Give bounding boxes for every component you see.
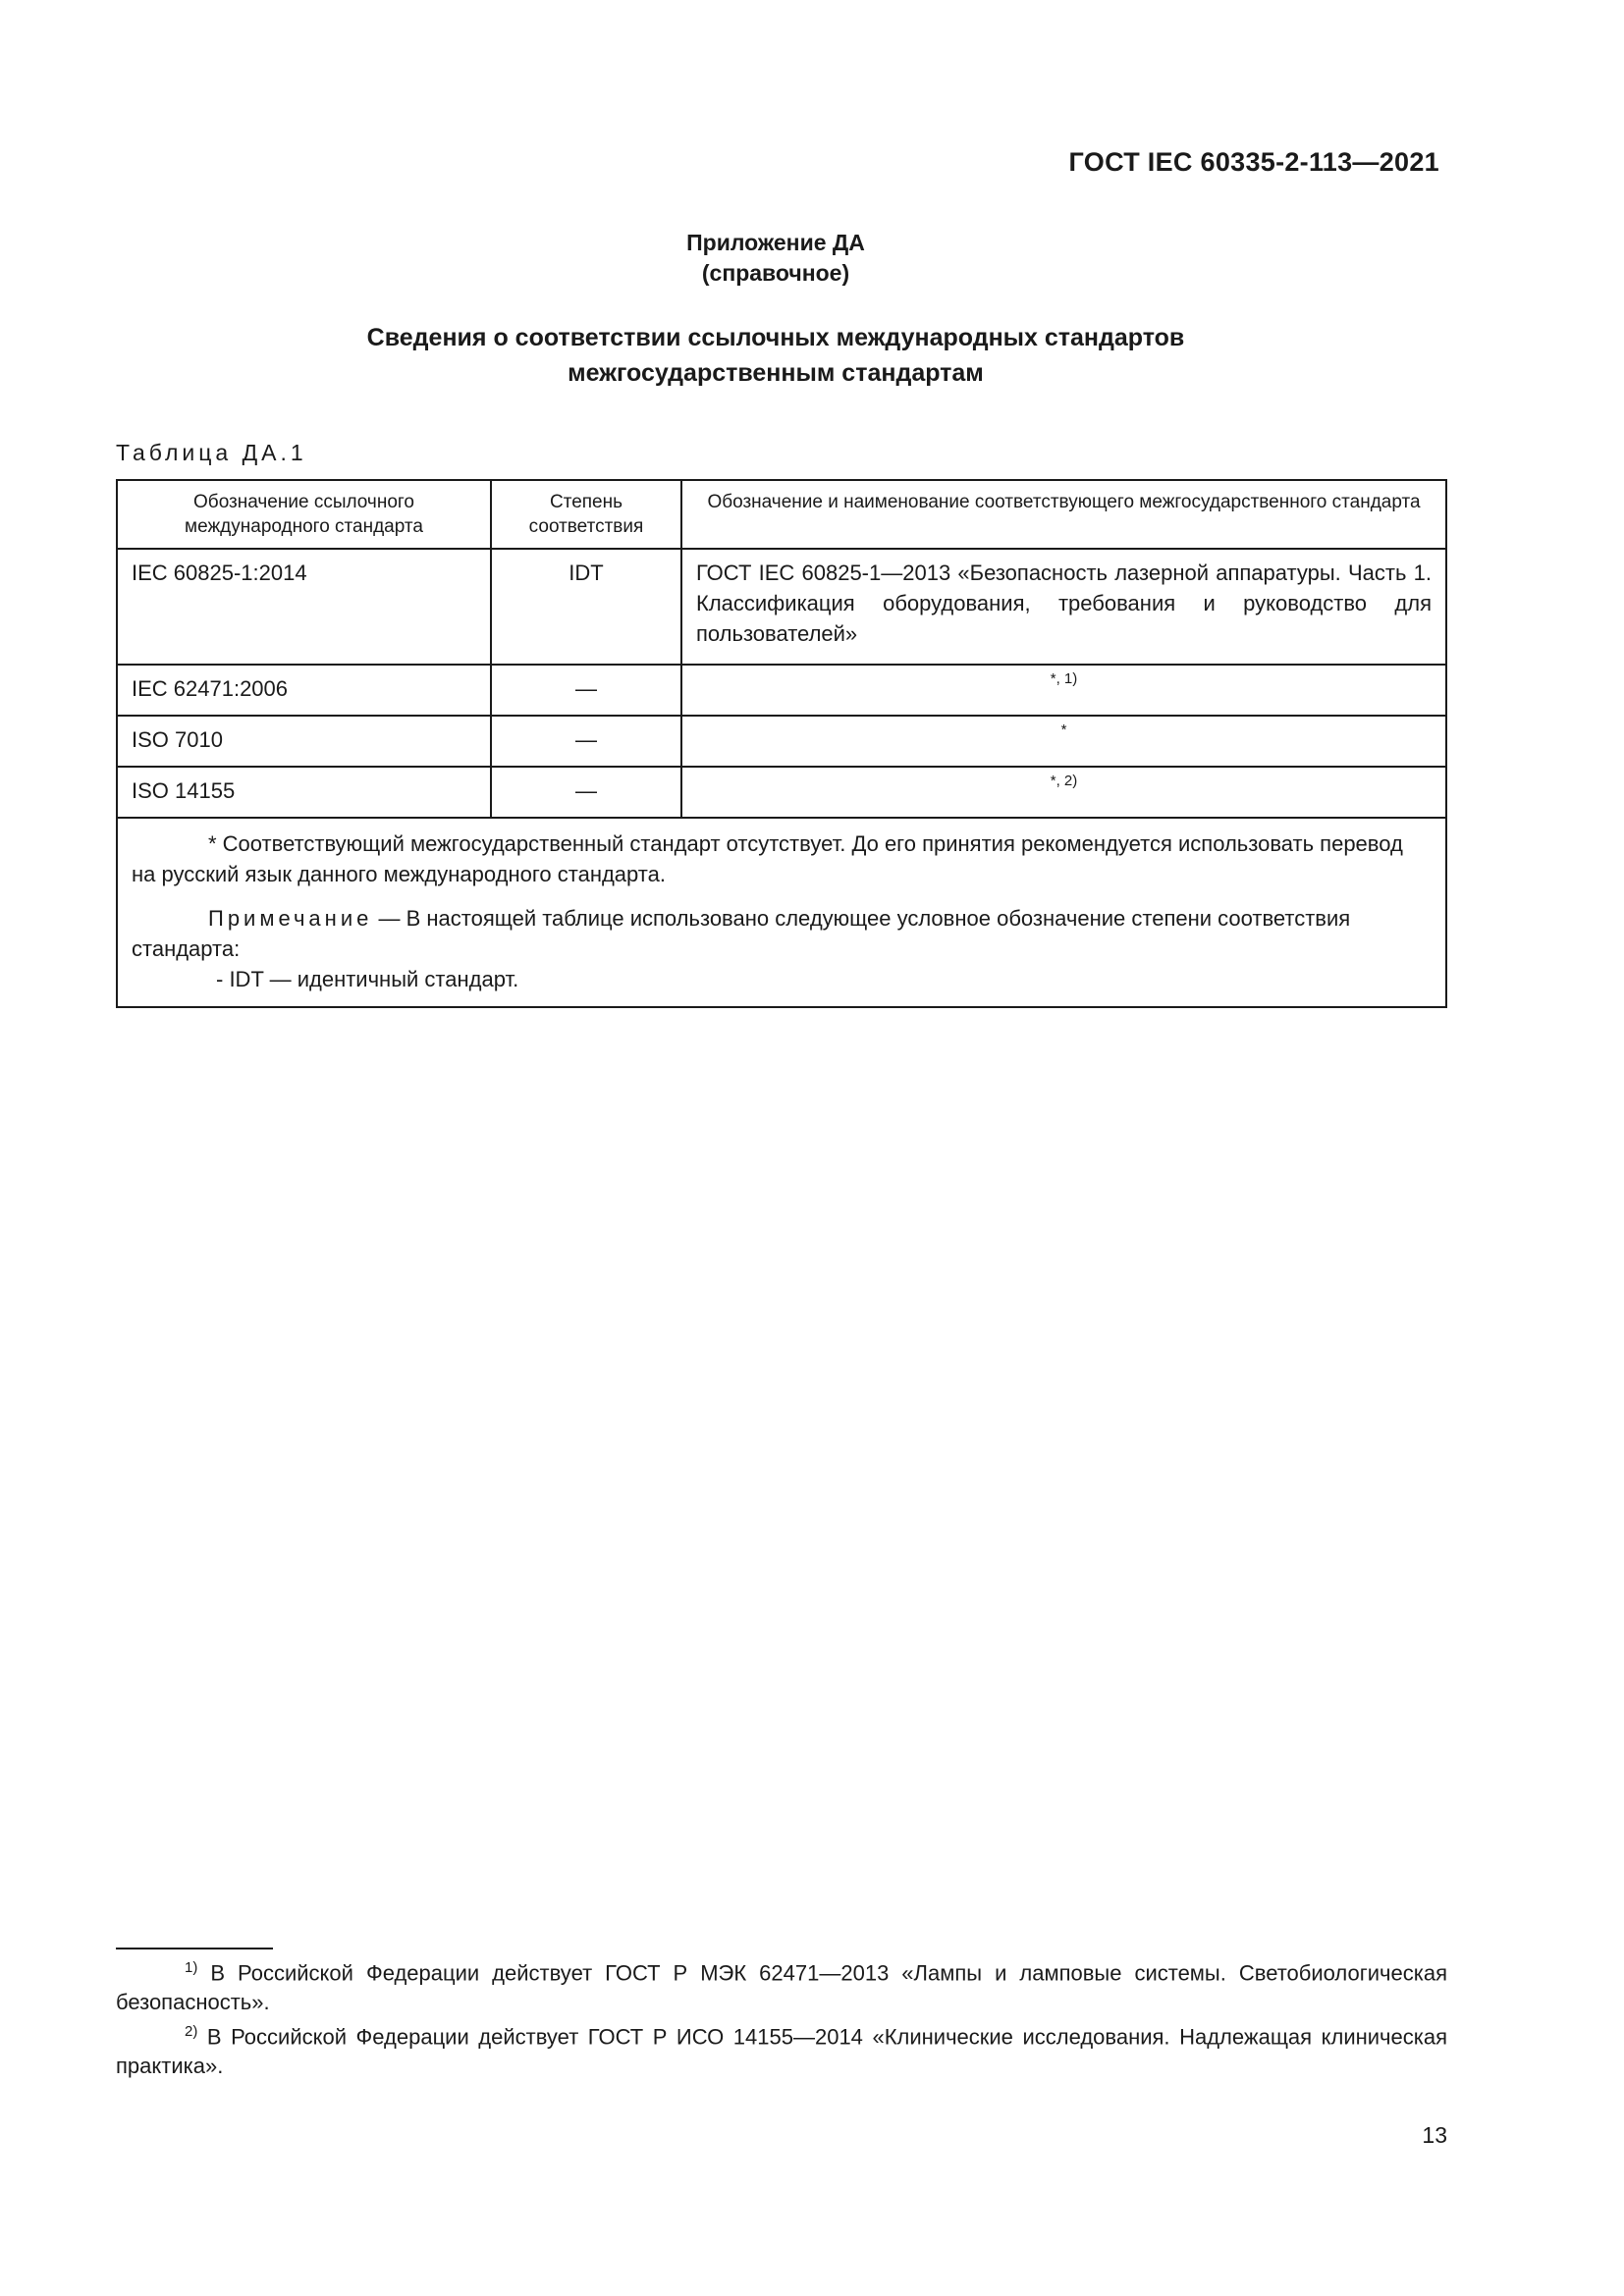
footnote-separator [116,1948,273,1949]
section-title-line-1: Сведения о соответствии ссылочных международных стандартов [366,324,1185,351]
section-title [0,320,1551,391]
cell-standard: ISO 14155 [117,767,491,818]
table-row [117,716,1446,767]
cell-name: ГОСТ IEC 60825-1—2013 «Безопасность лазерной аппаратуры. Часть 1. Классификация оборудования, требования и руководство для пользователей» [681,549,1446,665]
header-interstate-standard: Обозначение и наименование соответствующего межгосударственного стандарта [681,480,1446,549]
cell-standard: ISO 7010 [117,716,491,767]
table-label: Таблица ДА.1 [116,440,307,465]
star-note: * Соответствующий межгосударственный стандарт отсутствует. До его принятия рекомендуется использовать перевод на русский язык данного международного стандарта. [132,831,1403,886]
footnote-text-2: В Российской Федерации действует ГОСТ Р ИСО 14155—2014 «Клинические исследования. Надлежащая клиническая практика». [116,2024,1447,2079]
cell-degree: — [491,716,681,767]
note-text: — В настоящей таблице использовано следующее условное обозначение степени соответствия стандарта: [132,906,1351,961]
document-code: ГОСТ IEC 60335-2-113—2021 [1068,147,1439,177]
cell-name: * [681,716,1446,767]
footnote-mark-2: 2) [185,2023,198,2040]
table-notes-row [117,818,1446,1007]
cell-name: *, 2) [681,767,1446,818]
table-row [117,767,1446,818]
note-label: Примечание [208,906,373,931]
footnote-1 [116,1953,1447,2017]
footnote-text-1: В Российской Федерации действует ГОСТ Р МЭК 62471—2013 «Лампы и ламповые системы. Светобиологическая безопасность». [116,1960,1447,2015]
page-number: 13 [1422,2122,1447,2148]
annex-title: Приложение ДА [686,230,865,255]
cell-degree: — [491,665,681,716]
footnote-2 [116,2017,1447,2081]
correspondence-table [116,479,1447,1008]
section-title-line-2: межгосударственным стандартам [568,359,984,387]
table-row [117,665,1446,716]
annex-heading [0,228,1551,289]
table-row [117,549,1446,665]
note-paragraph [132,903,1432,964]
idt-definition: - IDT — идентичный стандарт. [216,967,519,991]
table-header-row [117,480,1446,549]
cell-standard: IEC 62471:2006 [117,665,491,716]
table-notes [117,818,1446,1007]
cell-name: *, 1) [681,665,1446,716]
header-degree: Степень соответствия [491,480,681,549]
footnote-mark-1: 1) [185,1959,198,1976]
annex-subtitle: (справочное) [701,260,850,286]
cell-degree: IDT [491,549,681,665]
cell-standard: IEC 60825-1:2014 [117,549,491,665]
cell-degree: — [491,767,681,818]
header-reference-standard: Обозначение ссылочного международного стандарта [117,480,491,549]
